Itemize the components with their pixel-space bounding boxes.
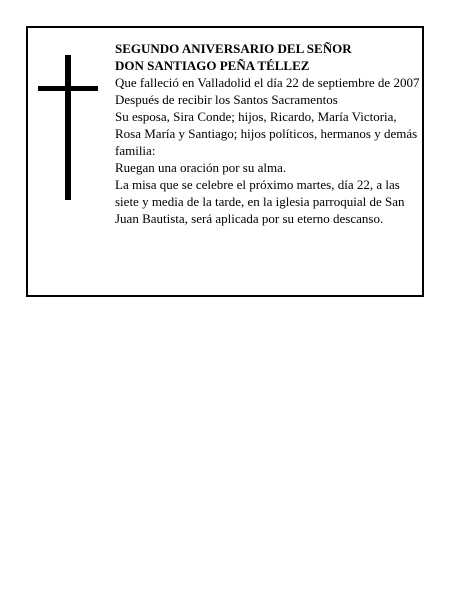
family-line: Su esposa, Sira Conde; hijos, Ricardo, María Victoria, Rosa María y Santiago; hijos políticos, hermanos y demás familia: [115, 109, 418, 158]
notice-heading-line1: SEGUNDO ANIVERSARIO DEL SEÑOR [115, 41, 352, 56]
obituary-notice [26, 26, 424, 297]
mass-info: La misa que se celebre el próximo martes, día 22, a las siete y media de la tarde, en la iglesia parroquial de San Juan Bautista, será aplicada por su eterno descanso. [115, 177, 405, 226]
notice-heading-line2: DON SANTIAGO PEÑA TÉLLEZ [115, 58, 310, 73]
cross-horizontal-bar [38, 86, 98, 91]
notice-text [115, 40, 421, 227]
cross-icon [38, 55, 98, 200]
prayer-request: Ruegan una oración por su alma. [115, 160, 287, 175]
death-info: Que falleció en Valladolid el día 22 de septiembre de 2007 [115, 75, 420, 90]
cross-vertical-bar [65, 55, 71, 200]
sacraments-line: Después de recibir los Santos Sacramentos [115, 92, 338, 107]
